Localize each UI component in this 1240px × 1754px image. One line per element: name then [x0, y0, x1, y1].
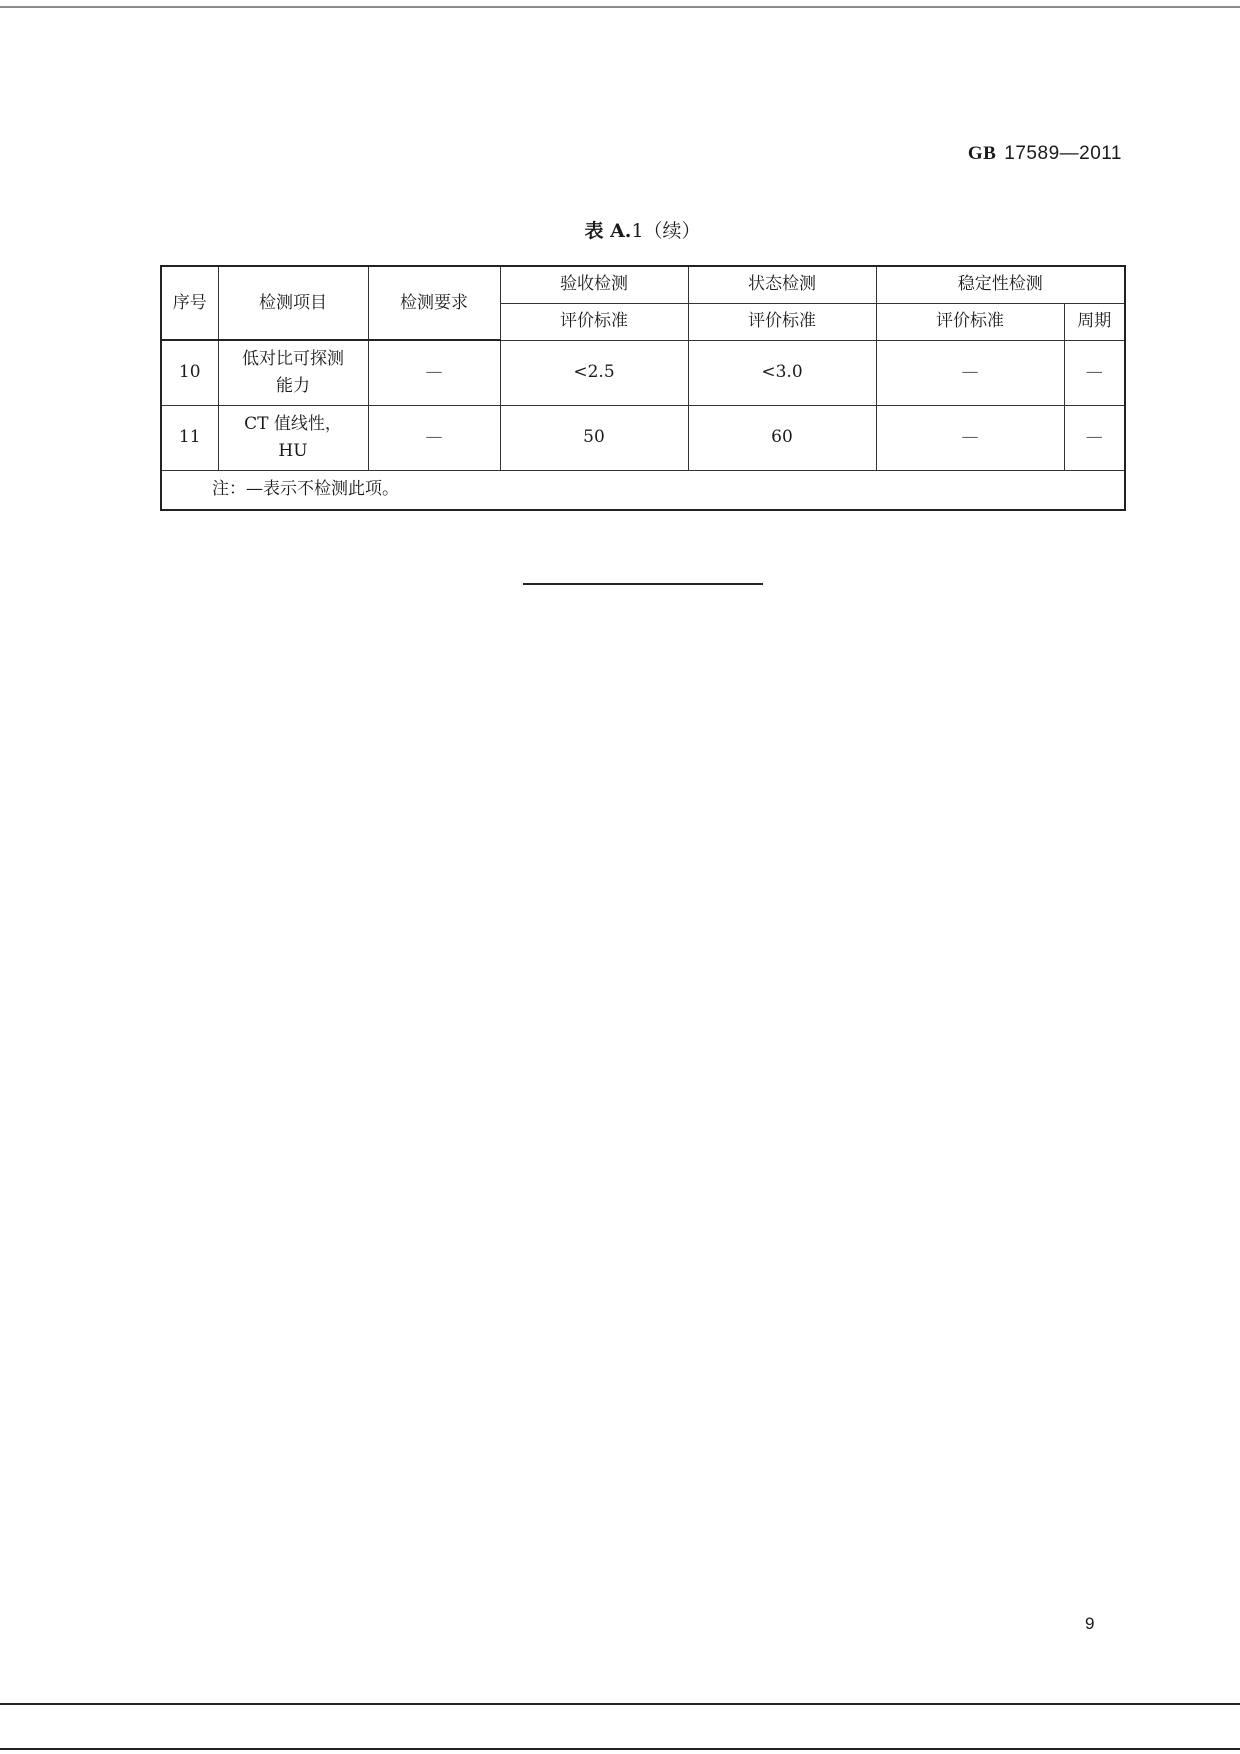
cell-period: — — [1064, 405, 1125, 470]
standard-number: 17589—2011 — [1004, 143, 1122, 164]
cell-item — [218, 340, 368, 405]
cell-seq: 11 — [161, 405, 218, 470]
evaluation-table — [160, 265, 1126, 511]
header-status-criteria: 评价标准 — [688, 303, 876, 340]
cell-status: 60 — [688, 405, 876, 470]
cell-item — [218, 405, 368, 470]
cell-stability: — — [876, 405, 1064, 470]
header-item: 检测项目 — [218, 266, 368, 340]
header-stability-criteria: 评价标准 — [876, 303, 1064, 340]
header-requirement: 检测要求 — [368, 266, 500, 340]
bottom-edge-rule — [0, 1748, 1240, 1750]
cell-seq: 10 — [161, 340, 218, 405]
cell-item-line2: 能力 — [276, 375, 310, 396]
table-caption-label: 表 A. — [584, 220, 632, 242]
standard-prefix: GB — [967, 143, 997, 164]
cell-item-line2: HU — [278, 440, 308, 461]
cell-acceptance: 50 — [500, 405, 688, 470]
cell-status: <3.0 — [688, 340, 876, 405]
header-seq: 序号 — [161, 266, 218, 340]
table-row — [161, 340, 1125, 405]
standard-code — [968, 143, 1122, 165]
bottom-rule — [0, 1703, 1240, 1705]
top-rule — [0, 6, 1240, 8]
header-stability: 稳定性检测 — [876, 266, 1125, 303]
cell-stability: — — [876, 340, 1064, 405]
header-acceptance: 验收检测 — [500, 266, 688, 303]
page-number: 9 — [1085, 1614, 1095, 1633]
table-caption — [0, 216, 1240, 243]
cell-requirement: — — [368, 405, 500, 470]
header-acceptance-criteria: 评价标准 — [500, 303, 688, 340]
table-note: 注：—表示不检测此项。 — [161, 470, 1125, 510]
cell-item-line1: 低对比可探测 — [242, 348, 344, 369]
table-caption-rest: 1（续） — [631, 220, 701, 242]
cell-acceptance: <2.5 — [500, 340, 688, 405]
cell-period: — — [1064, 340, 1125, 405]
header-period: 周期 — [1064, 303, 1125, 340]
cell-requirement: — — [368, 340, 500, 405]
end-of-standard-rule — [523, 583, 763, 585]
cell-item-line1: CT 值线性， — [244, 413, 342, 434]
table-row — [161, 405, 1125, 470]
header-status: 状态检测 — [688, 266, 876, 303]
